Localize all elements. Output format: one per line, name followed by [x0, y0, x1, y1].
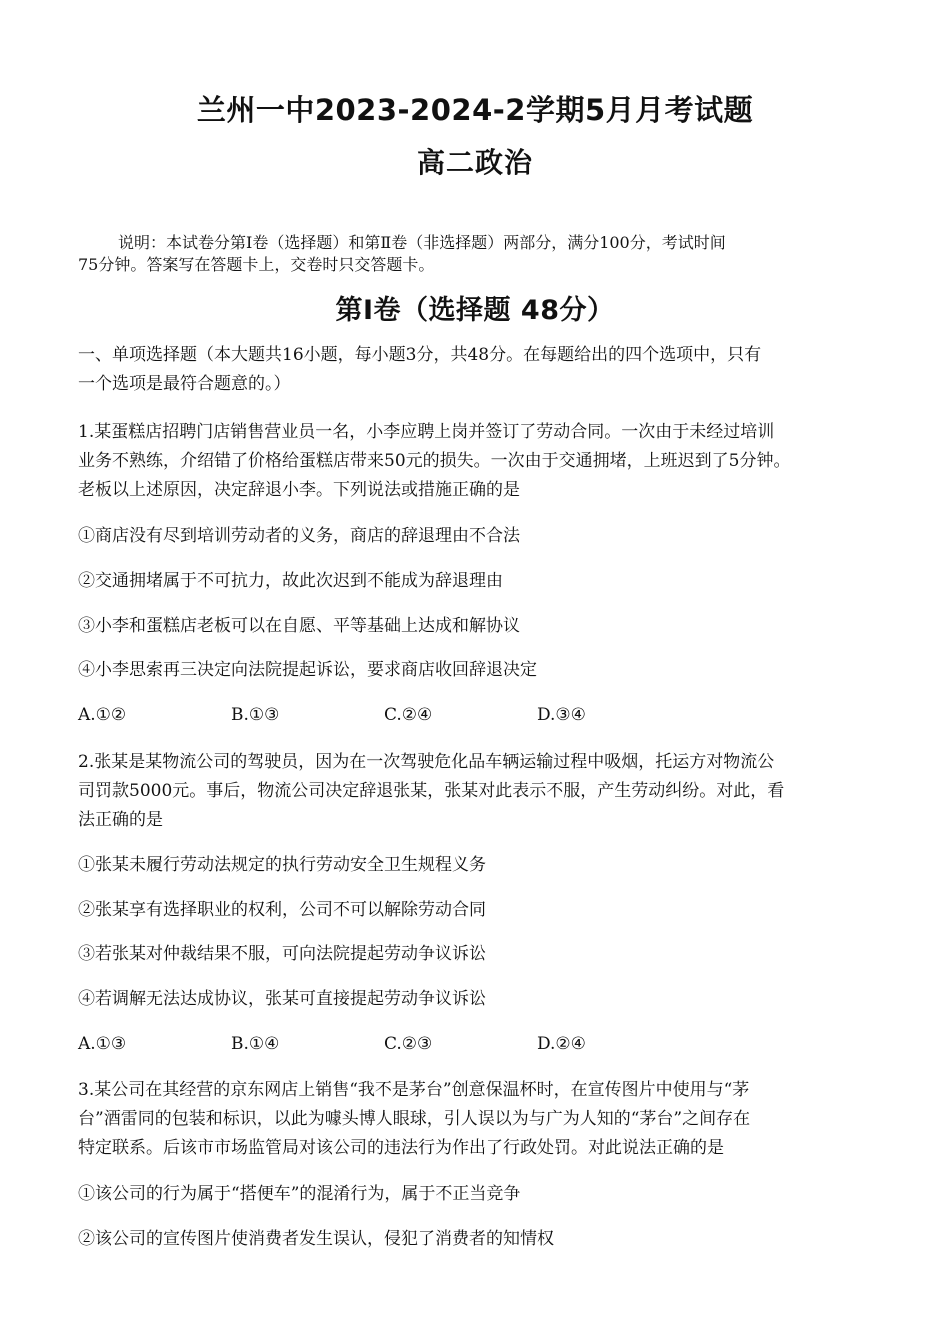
q2-item-4: ④若调解无法达成协议，张某可直接提起劳动争议诉讼	[78, 989, 486, 1009]
note-line-1: 说明：本试卷分第Ⅰ卷（选择题）和第Ⅱ卷（非选择题）两部分，满分100分，考试时间	[118, 233, 726, 252]
q2-item-3: ③若张某对仲裁结果不服，可向法院提起劳动争议诉讼	[78, 944, 486, 964]
q3-stem-line-3: 特定联系。后该市市场监管局对该公司的违法行为作出了行政处罚。对此说法正确的是	[78, 1138, 724, 1158]
q2-choices	[78, 1033, 878, 1055]
section-title: 第Ⅰ卷（选择题 48分）	[335, 295, 615, 326]
exam-title: 兰州一中2023-2024-2学期5月月考试题	[196, 93, 754, 127]
instructions-line-2: 一个选项是最符合题意的。）	[78, 374, 291, 394]
q2-stem-line-3: 法正确的是	[78, 810, 163, 830]
q2-stem-line-1: 2.张某是某物流公司的驾驶员，因为在一次驾驶危化品车辆运输过程中吸烟，托运方对物流公	[78, 752, 775, 772]
q1-item-4: ④小李思索再三决定向法院提起诉讼，要求商店收回辞退决定	[78, 660, 537, 680]
q2-choice-d[interactable]: D.②④	[537, 1034, 586, 1054]
instructions-line-1: 一、单项选择题（本大题共16小题，每小题3分，共48分。在每题给出的四个选项中，只有	[78, 345, 762, 365]
q2-stem-line-2: 司罚款5000元。事后，物流公司决定辞退张某，张某对此表示不服，产生劳动纠纷。对此，看	[78, 781, 785, 801]
q1-choice-a[interactable]: A.①②	[78, 705, 127, 725]
q2-choice-a[interactable]: A.①③	[78, 1034, 127, 1054]
q2-item-2: ②张某享有选择职业的权利，公司不可以解除劳动合同	[78, 900, 486, 920]
q2-choice-b[interactable]: B.①④	[231, 1034, 280, 1054]
q1-item-1: ①商店没有尽到培训劳动者的义务，商店的辞退理由不合法	[78, 526, 520, 546]
q1-choice-c[interactable]: C.②④	[384, 705, 433, 725]
q1-item-3: ③小李和蛋糕店老板可以在自愿、平等基础上达成和解协议	[78, 616, 520, 636]
q3-item-1: ①该公司的行为属于“搭便车”的混淆行为，属于不正当竞争	[78, 1184, 521, 1204]
q1-item-2: ②交通拥堵属于不可抗力，故此次迟到不能成为辞退理由	[78, 571, 503, 591]
q2-item-1: ①张某未履行劳动法规定的执行劳动安全卫生规程义务	[78, 855, 486, 875]
q1-stem-line-1: 1.某蛋糕店招聘门店销售营业员一名，小李应聘上岗并签订了劳动合同。一次由于未经过培训	[78, 422, 775, 442]
q1-choices	[78, 704, 878, 726]
q1-choice-b[interactable]: B.①③	[231, 705, 280, 725]
q3-stem-line-2: 台”酒雷同的包装和标识，以此为噱头博人眼球，引人误以为与广为人知的“茅台”之间存在	[78, 1109, 751, 1129]
subject-title: 高二政治	[416, 146, 533, 179]
q3-item-2: ②该公司的宣传图片使消费者发生误认，侵犯了消费者的知情权	[78, 1229, 554, 1249]
q1-choice-d[interactable]: D.③④	[537, 705, 586, 725]
q1-stem-line-2: 业务不熟练，介绍错了价格给蛋糕店带来50元的损失。一次由于交通拥堵，上班迟到了5分钟。	[78, 451, 791, 471]
note-line-2: 75分钟。答案写在答题卡上，交卷时只交答题卡。	[78, 255, 435, 274]
q2-choice-c[interactable]: C.②③	[384, 1034, 433, 1054]
q1-stem-line-3: 老板以上述原因，决定辞退小李。下列说法或措施正确的是	[78, 480, 520, 500]
q3-stem-line-1: 3.某公司在其经营的京东网店上销售“我不是茅台”创意保温杯时，在宣传图片中使用与“茅	[78, 1080, 750, 1100]
